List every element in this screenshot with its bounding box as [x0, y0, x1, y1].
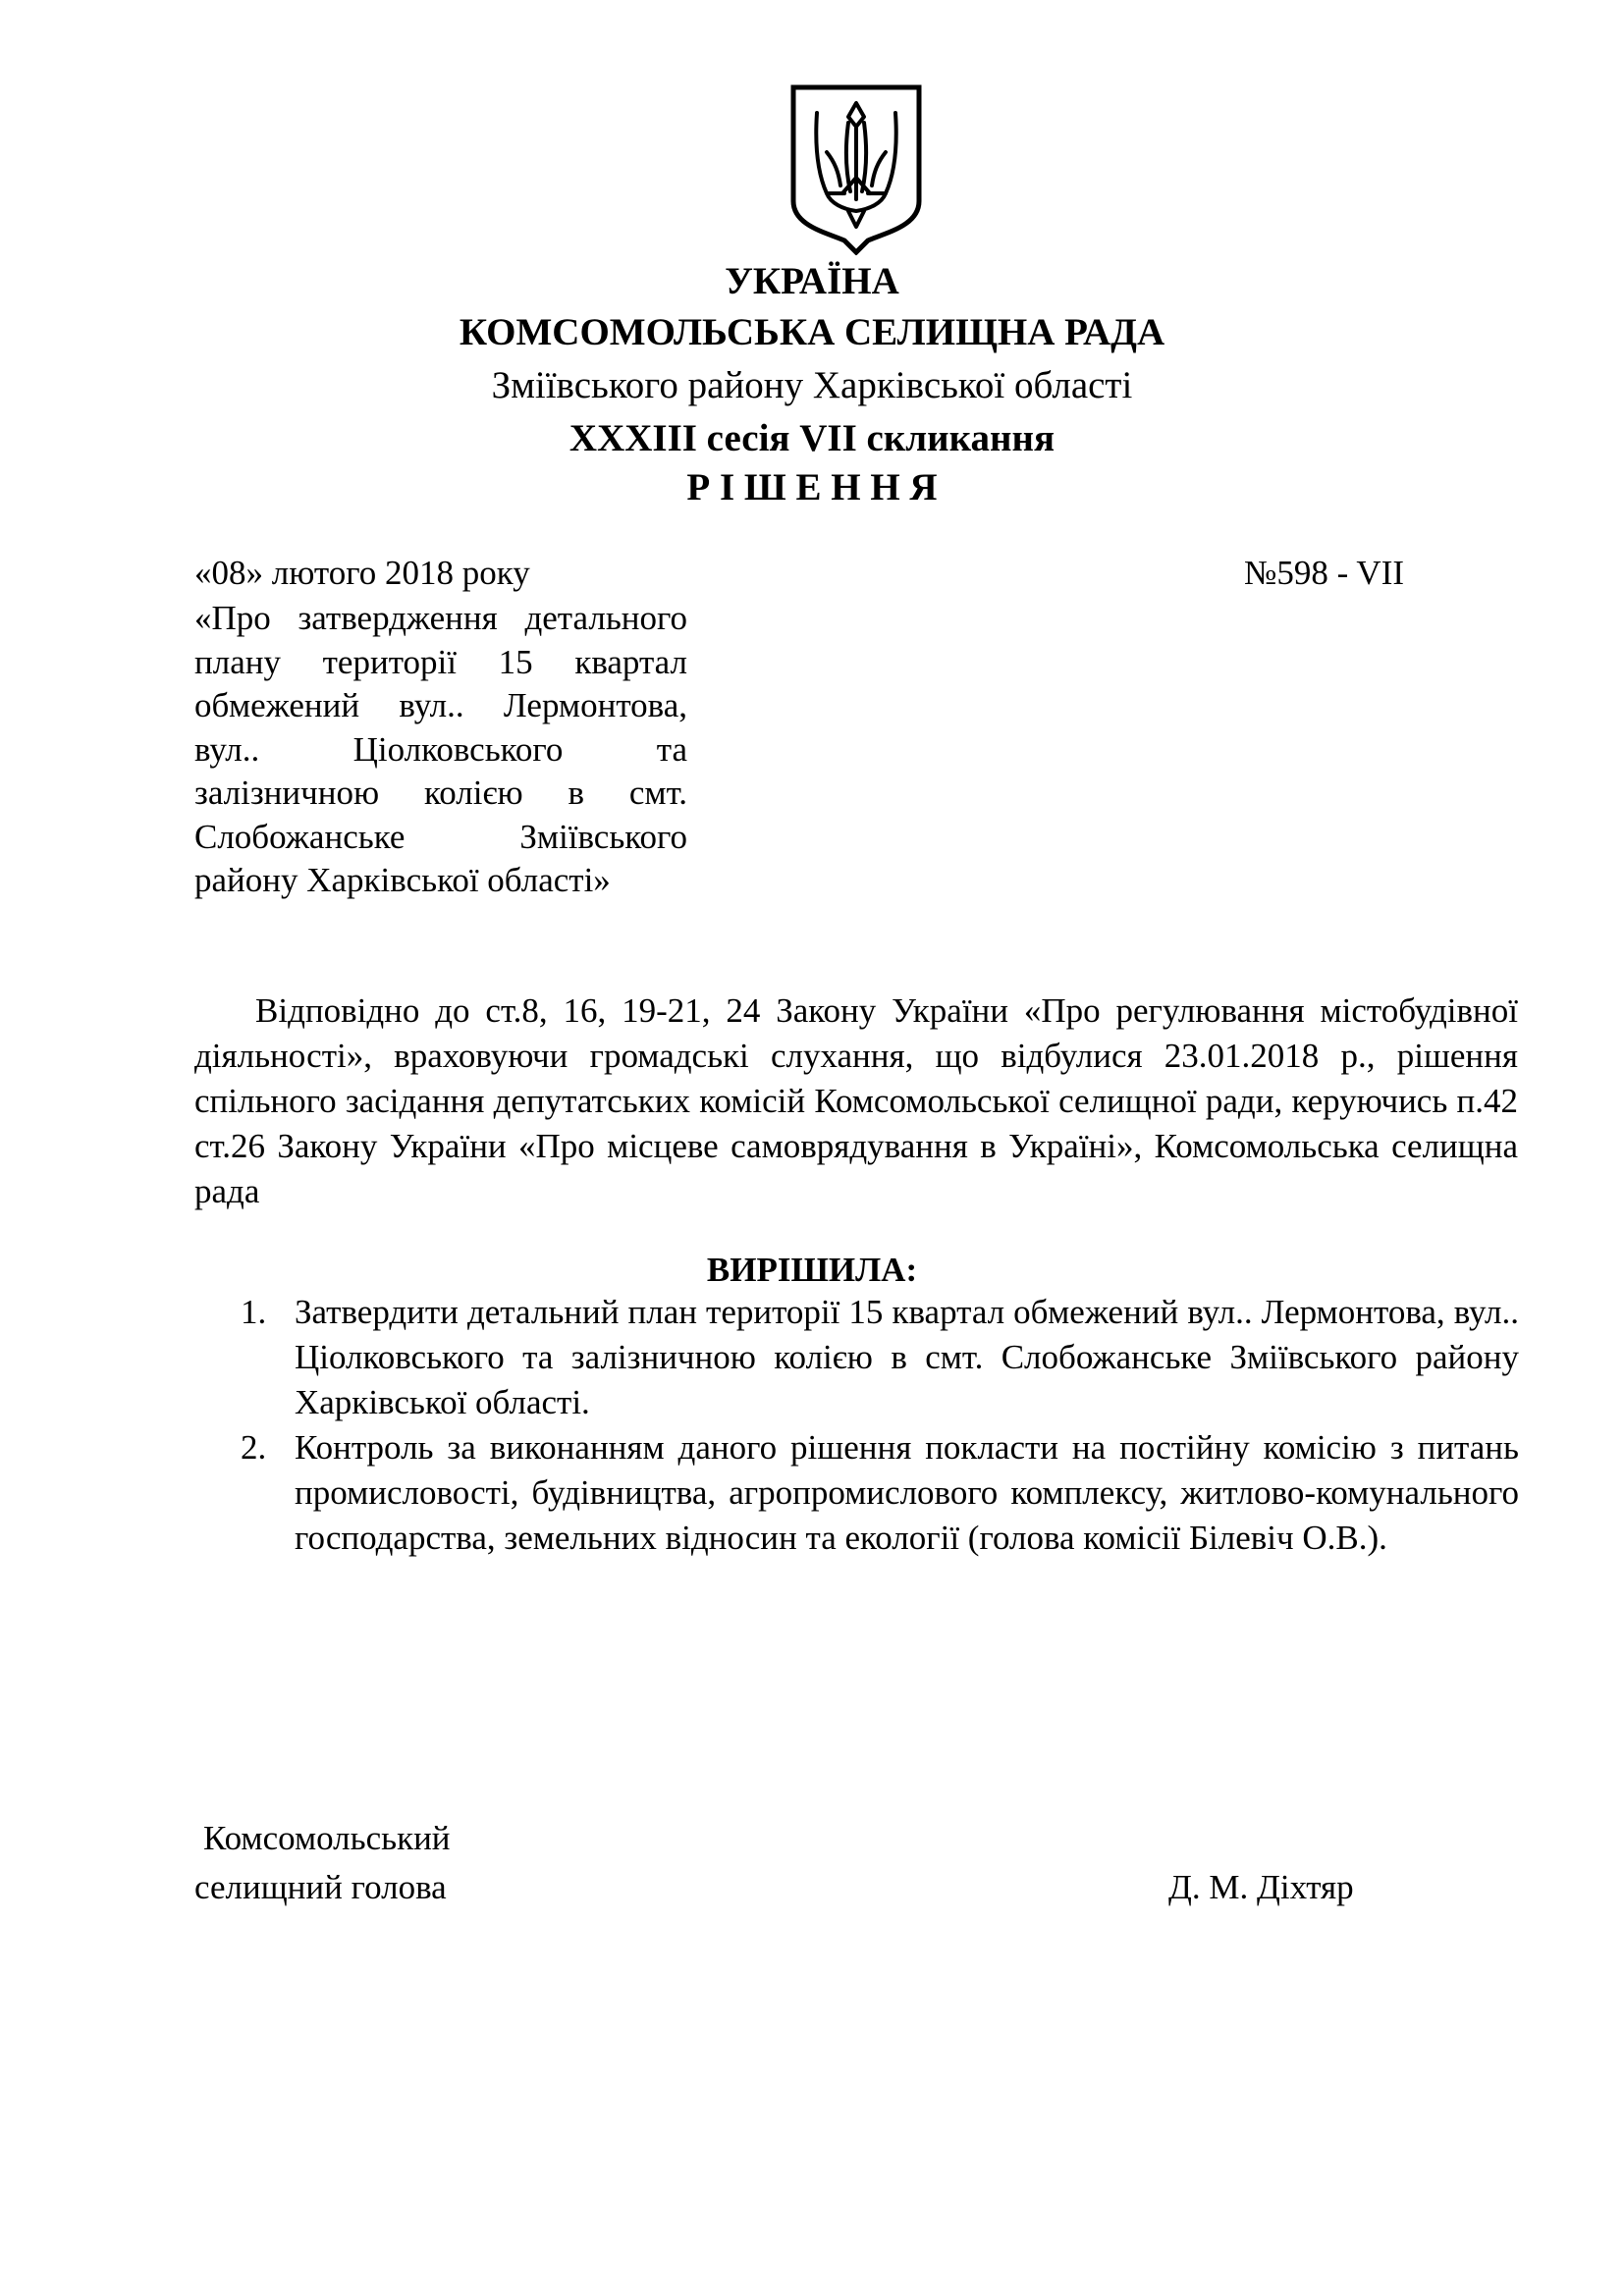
resolution-item — [241, 1425, 1519, 1561]
district-name: Зміївського району Харківської області — [491, 364, 1133, 406]
document-type: Р І Ш Е Н Н Я — [686, 466, 938, 508]
decision-number: №598 - VII — [1244, 554, 1405, 592]
signatory-title-line1: Комсомольський — [203, 1819, 451, 1857]
item-text: Контроль за виконанням даного рішення покласти на постійну комісію з питань промисловості, будівництва, агропромислового комплексу, житлово-комунального господарства, земельних відносин та екології (голова комісії Білевіч О.В.). — [295, 1428, 1519, 1557]
country-name: УКРАЇНА — [725, 260, 899, 302]
resolution-item — [241, 1290, 1519, 1425]
decision-date: «08» лютого 2018 року — [194, 554, 530, 592]
coat-of-arms-icon — [787, 83, 925, 255]
decision-title: «Про затвердження детального плану території 15 квартал обмежений вул.. Лермонтова, вул.. Ціолковського та залізничною колією в смт. Слобожанське Зміївського району Харківської області» — [194, 599, 687, 899]
session-title: XXXIII сесія VII скликання — [568, 417, 1056, 459]
council-name: КОМСОМОЛЬСЬКА СЕЛИЩНА РАДА — [459, 311, 1165, 353]
resolution-items — [241, 1290, 1519, 1561]
item-text: Затвердити детальний план території 15 квартал обмежений вул.. Лермонтова, вул.. Ціолковського та залізничною колією в смт. Слобожанське Зміївського району Харківської області. — [295, 1293, 1519, 1421]
signatory-name: Д. М. Діхтяр — [1168, 1868, 1354, 1906]
preamble: Відповідно до ст.8, 16, 19-21, 24 Закону України «Про регулювання містобудівної діяльності», враховуючи громадські слухання, що відбулися 23.01.2018 р., рішення спільного засідання депутатських комісій Комсомольської селищної ради, керуючись п.42 ст.26 Закону України «Про місцеве самоврядування в Україні», Комсомольська селищна рада — [194, 991, 1518, 1210]
signatory-title-line2: селищний голова — [194, 1868, 447, 1906]
item-number: 1. — [241, 1293, 267, 1331]
resolved-heading: ВИРІШИЛА: — [706, 1251, 918, 1289]
item-number: 2. — [241, 1428, 267, 1467]
